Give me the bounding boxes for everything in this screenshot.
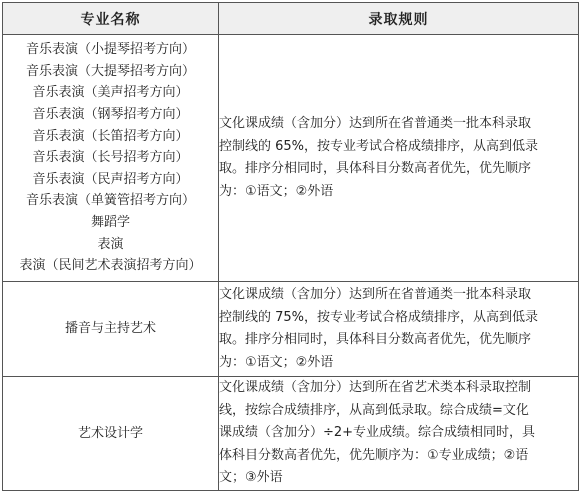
- rule-cell: [219, 282, 579, 377]
- table-row: [3, 35, 579, 282]
- rule-text-line: 线，按综合成绩排序，从高到低录取。综合成绩=文化: [219, 402, 529, 418]
- major-name: 音乐表演（大提琴招考方向）: [25, 63, 195, 79]
- major-name: 音乐表演（长笛招考方向）: [32, 128, 189, 144]
- major-name: 艺术设计学: [77, 425, 143, 441]
- table-row: [3, 377, 579, 491]
- major-name: 表演（民间艺术表演招考方向）: [19, 258, 202, 274]
- header-admission-rule: 录取规则: [219, 3, 579, 35]
- rule-text-line: 文化课成绩（含加分）达到所在省普通类一批本科录取: [219, 287, 532, 302]
- major-name: 音乐表演（民声招考方向）: [32, 171, 189, 187]
- major-cell: [3, 282, 219, 377]
- rule-text-line: 文化课成绩（含加分）达到所在省艺术类本科录取控制: [219, 380, 532, 396]
- header-major-name: 专业名称: [3, 3, 219, 35]
- rule-text-line: 文化课成绩（含加分）达到所在省普通类一批本科录取: [219, 116, 532, 131]
- rule-text-line: 课成绩（含加分）÷2+专业成绩。综合成绩相同时，具: [219, 425, 536, 441]
- rule-text-line: 为：①语文；②外语: [219, 354, 334, 370]
- rule-text-line: 取。排序分相同时，具体科目分数高者优先，优先顺序: [219, 161, 532, 176]
- rule-text-line: 控制线的 65%，按专业考试合格成绩排序，从高到低录: [219, 138, 539, 154]
- table-header-row: [3, 3, 579, 35]
- rule-cell: [219, 377, 579, 491]
- table-row: [3, 282, 579, 377]
- major-cell: [3, 35, 219, 282]
- major-name: 音乐表演（长号招考方向）: [32, 150, 189, 166]
- major-name: 播音与主持艺术: [64, 321, 156, 337]
- major-name: 表演: [97, 236, 124, 252]
- rule-text-line: 文；③外语: [219, 470, 283, 486]
- major-cell: [3, 377, 219, 491]
- admission-rules-table: [2, 2, 579, 491]
- rule-text-line: 为：①语文；②外语: [219, 183, 334, 199]
- major-name: 舞蹈学: [90, 214, 130, 230]
- major-name: 音乐表演（钢琴招考方向）: [32, 107, 189, 123]
- rule-text-line: 取。排序分相同时，具体科目分数高者优先，优先顺序: [219, 332, 532, 347]
- major-name: 音乐表演（单簧管招考方向）: [25, 193, 195, 209]
- major-name: 音乐表演（小提琴招考方向）: [25, 42, 195, 58]
- rule-text-line: 体科目分数高者优先，优先顺序为：①专业成绩；②语: [219, 447, 529, 463]
- major-name: 音乐表演（美声招考方向）: [32, 85, 189, 101]
- rule-cell: [219, 35, 579, 282]
- rule-text-line: 控制线的 75%，按专业考试合格成绩排序，从高到低录: [219, 309, 539, 325]
